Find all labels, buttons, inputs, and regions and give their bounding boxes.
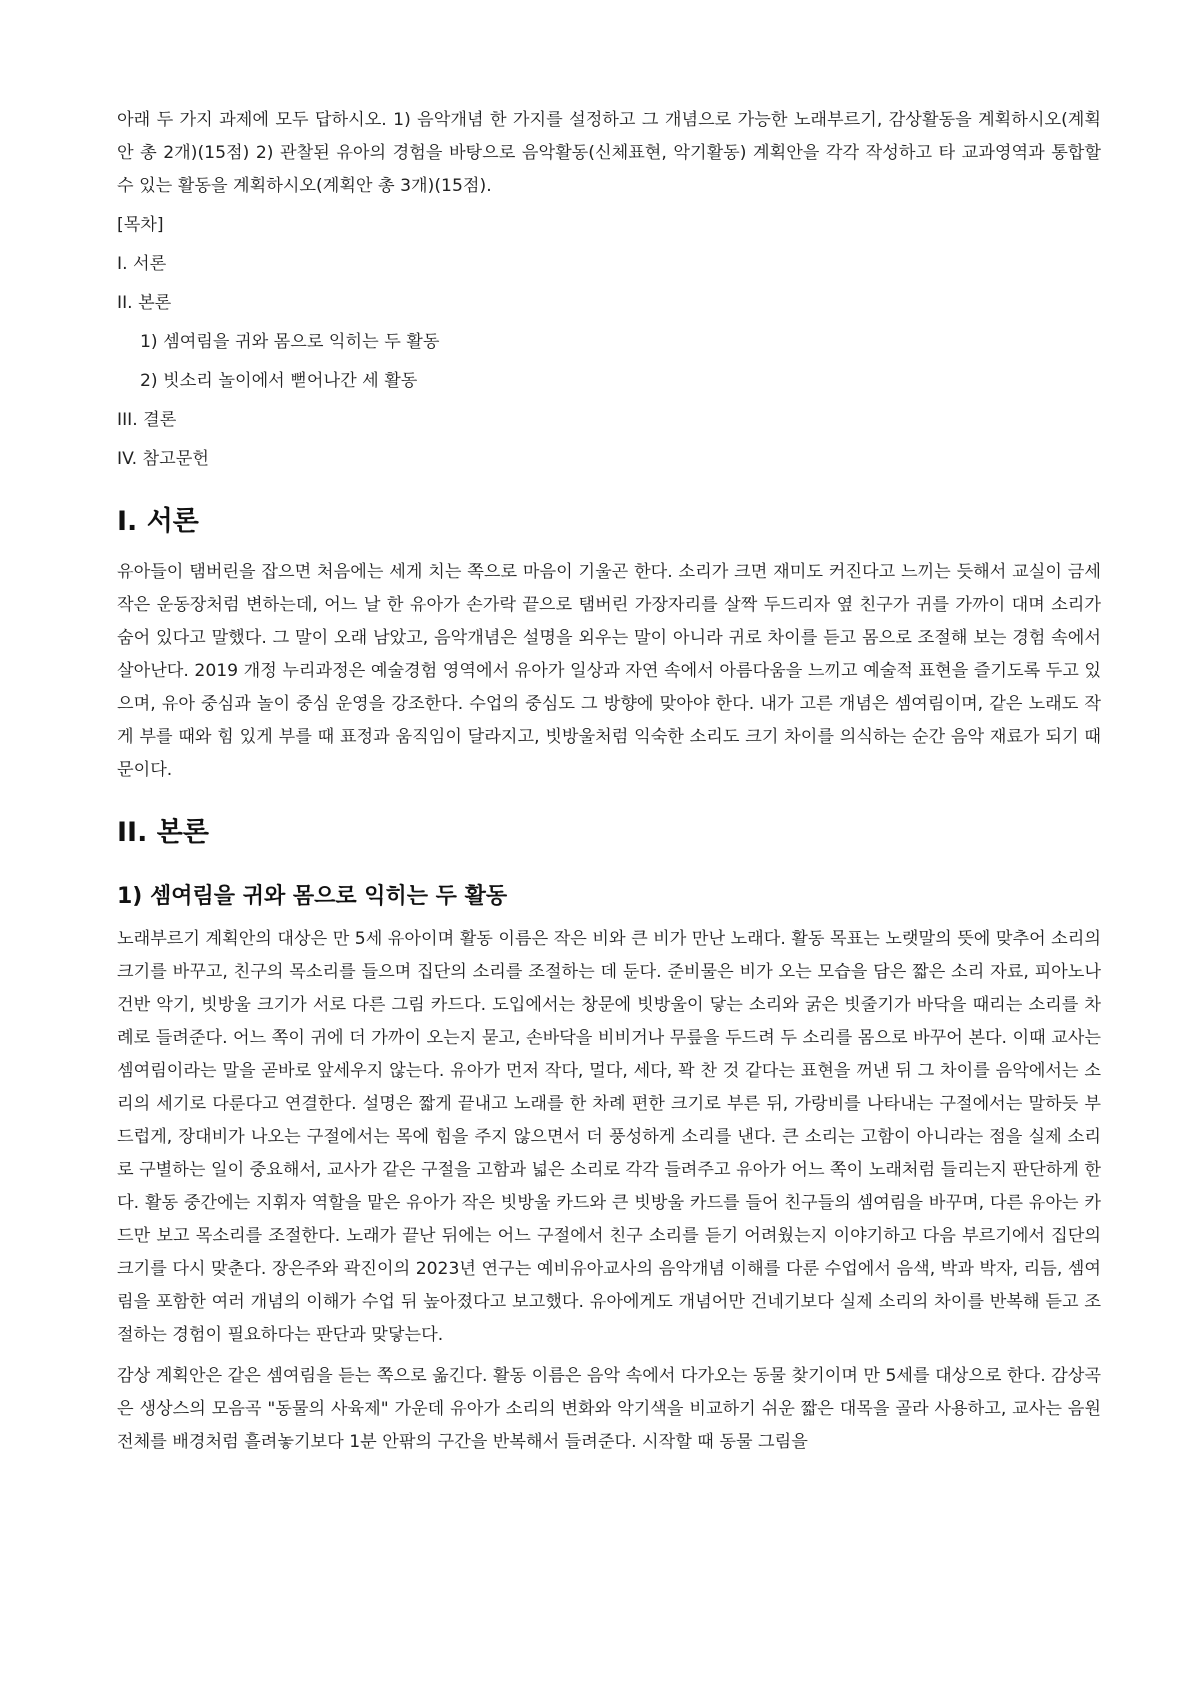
introduction-paragraph: 유아들이 탬버린을 잡으면 처음에는 세게 치는 쪽으로 마음이 기울곤 한다. 소리가 크면 재미도 커진다고 느끼는 듯해서 교실이 금세 작은 운동장처럼 변하는데, 어느 날 한 유아가 손가락 끝으로 탬버린 가장자리를 살짝 두드리자 옆 친구가 귀를 가까이 대며 소리가 숨어 있다고 말했다. 그 말이 오래 남았고, 음악개념은 설명을 외우는 말이 아니라 귀로 차이를 듣고 몸으로 조절해 보는 경험 속에서 살아난다. 2019 개정 누리과정은 예술경험 영역에서 유아가 일상과 자연 속에서 아름다움을 느끼고 예술적 표현을 즐기도록 두고 있으며, 유아 중심과 놀이 중심 운영을 강조한다. 수업의 중심도 그 방향에 맞아야 한다. 내가 고른 개념은 셈여림이며, 같은 노래도 작게 부를 때와 힘 있게 부를 때 표정과 움직임이 달라지고, 빗방울처럼 익숙한 소리도 크기 차이를 의식하는 순간 음악 재료가 되기 때문이다. [117, 562, 1101, 780]
toc-item-references: IV. 참고문헌 [117, 449, 209, 469]
assignment-prompt: 아래 두 가지 과제에 모두 답하시오. 1) 음악개념 한 가지를 설정하고 그 개념으로 가능한 노래부르기, 감상활동을 계획하시오(계획안 총 2개)(15점) 2) 관찰된 유아의 경험을 바탕으로 음악활동(신체표현, 악기활동) 계획안을 각각 작성하고 타 교과영역과 통합할 수 있는 활동을 계획하시오(계획안 총 3개)(15점). [117, 110, 1101, 196]
toc-title: [목차] [117, 215, 164, 235]
document-page [117, 104, 1101, 1459]
toc-item-body: II. 본론 [117, 293, 172, 313]
section-heading-body: II. 본론 [117, 817, 209, 848]
toc-item-introduction: I. 서론 [117, 254, 167, 274]
toc-subitem-1: 1) 셈여림을 귀와 몸으로 익히는 두 활동 [140, 332, 440, 352]
subsection-heading-1: 1) 셈여림을 귀와 몸으로 익히는 두 활동 [117, 884, 508, 909]
body-paragraph: 노래부르기 계획안의 대상은 만 5세 유아이며 활동 이름은 작은 비와 큰 비가 만난 노래다. 활동 목표는 노랫말의 뜻에 맞추어 소리의 크기를 바꾸고, 친구의 목소리를 들으며 집단의 소리를 조절하는 데 둔다. 준비물은 비가 오는 모습을 담은 짧은 소리 자료, 피아노나 건반 악기, 빗방울 크기가 서로 다른 그림 카드다. 도입에서는 창문에 빗방울이 닿는 소리와 굵은 빗줄기가 바닥을 때리는 소리를 차례로 들려준다. 어느 쪽이 귀에 더 가까이 오는지 묻고, 손바닥을 비비거나 무릎을 두드려 두 소리를 몸으로 바꾸어 본다. 이때 교사는 셈여림이라는 말을 곧바로 앞세우지 않는다. 유아가 먼저 작다, 멀다, 세다, 꽉 찬 것 같다는 표현을 꺼낸 뒤 그 차이를 음악에서는 소리의 세기로 다룬다고 연결한다. 설명은 짧게 끝내고 노래를 한 차례 편한 크기로 부른 뒤, 가랑비를 나타내는 구절에서는 말하듯 부드럽게, 장대비가 나오는 구절에서는 목에 힘을 주지 않으면서 더 풍성하게 소리를 낸다. 큰 소리는 고함이 아니라는 점을 실제 소리로 구별하는 일이 중요해서, 교사가 같은 구절을 고함과 넓은 소리로 각각 들려주고 유아가 어느 쪽이 노래처럼 들리는지 판단하게 한다. 활동 중간에는 지휘자 역할을 맡은 유아가 작은 빗방울 카드와 큰 빗방울 카드를 들어 친구들의 셈여림을 바꾸며, 다른 유아는 카드만 보고 목소리를 조절한다. 노래가 끝난 뒤에는 어느 구절에서 친구 소리를 듣기 어려웠는지 이야기하고 다음 부르기에서 집단의 크기를 다시 맞춘다. 장은주와 곽진이의 2023년 연구는 예비유아교사의 음악개념 이해를 다룬 수업에서 음색, 박과 박자, 리듬, 셈여림을 포함한 여러 개념의 이해가 수업 뒤 높아졌다고 보고했다. 유아에게도 개념어만 건네기보다 실제 소리의 차이를 반복해 듣고 조절하는 경험이 필요하다는 판단과 맞닿는다. [117, 929, 1101, 1345]
section-heading-introduction: I. 서론 [117, 506, 199, 537]
toc-item-conclusion: III. 결론 [117, 410, 177, 430]
table-of-contents [117, 209, 1101, 476]
body-paragraph: 감상 계획안은 같은 셈여림을 듣는 쪽으로 옮긴다. 활동 이름은 음악 속에서 다가오는 동물 찾기이며 만 5세를 대상으로 한다. 감상곡은 생상스의 모음곡 "동물의 사육제" 가운데 유아가 소리의 변화와 악기색을 비교하기 쉬운 짧은 대목을 골라 사용하고, 교사는 음원 전체를 배경처럼 흘려놓기보다 1분 안팎의 구간을 반복해서 들려준다. 시작할 때 동물 그림을 [117, 1366, 1101, 1452]
toc-subitem-2: 2) 빗소리 놀이에서 뻗어나간 세 활동 [140, 371, 418, 391]
